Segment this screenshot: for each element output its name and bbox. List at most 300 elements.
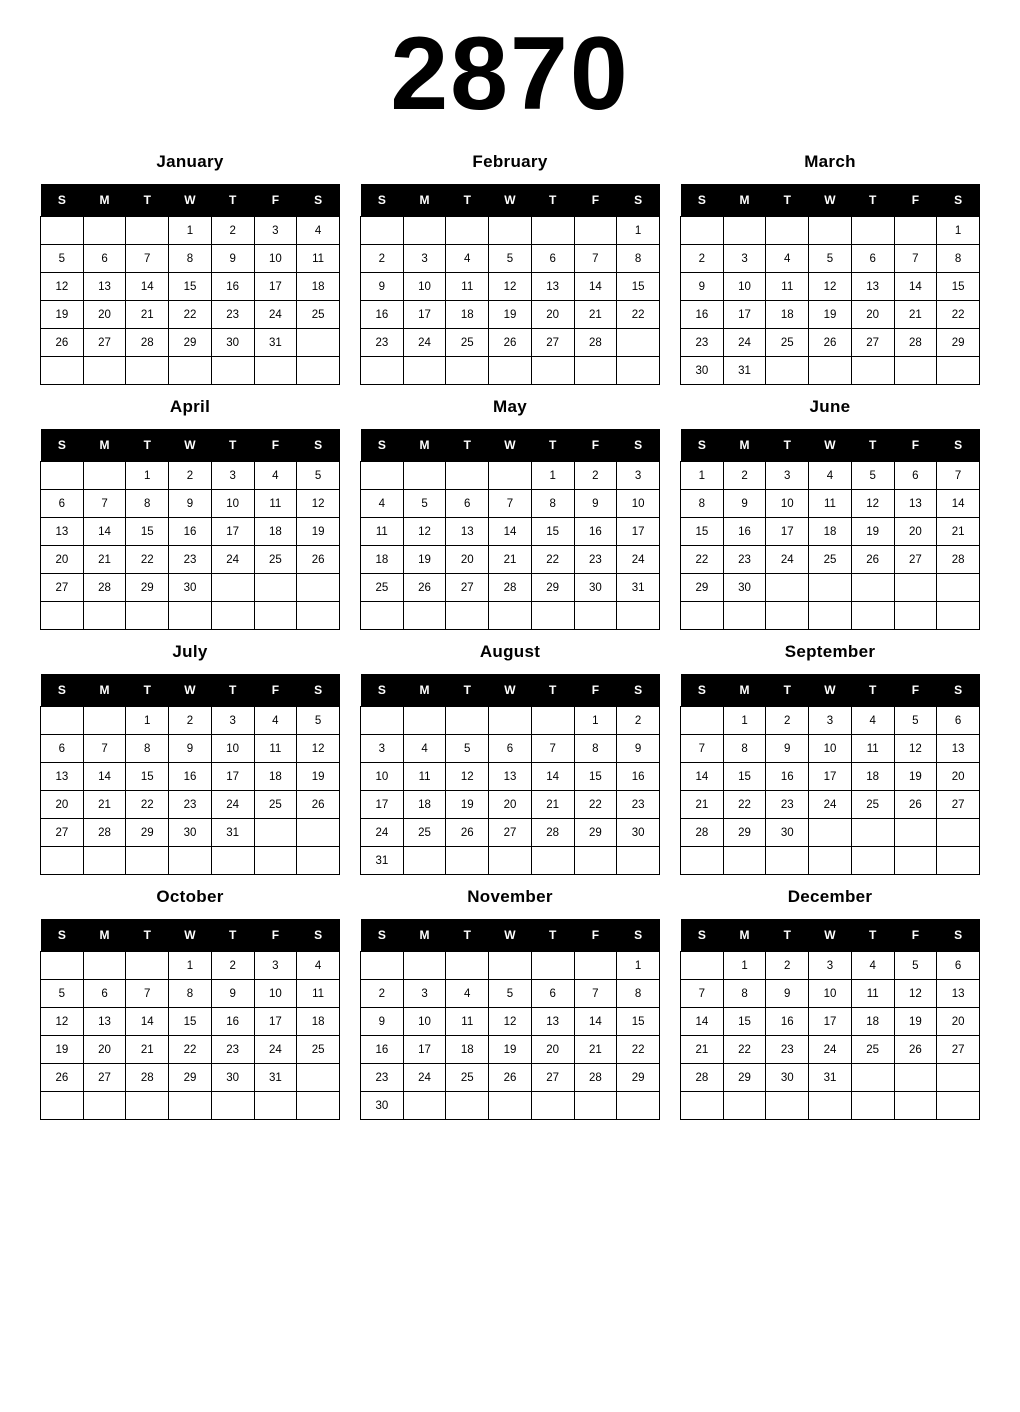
day-cell[interactable]: 20 bbox=[83, 1036, 126, 1064]
day-cell[interactable]: 21 bbox=[126, 1036, 169, 1064]
day-cell[interactable]: 21 bbox=[83, 546, 126, 574]
day-cell[interactable]: 7 bbox=[894, 245, 937, 273]
day-cell[interactable]: 16 bbox=[617, 763, 660, 791]
day-cell[interactable]: 6 bbox=[851, 245, 894, 273]
day-cell[interactable]: 19 bbox=[403, 546, 446, 574]
day-cell[interactable]: 9 bbox=[681, 273, 724, 301]
day-cell[interactable]: 22 bbox=[723, 1036, 766, 1064]
day-cell[interactable]: 25 bbox=[297, 301, 340, 329]
day-cell[interactable]: 7 bbox=[126, 980, 169, 1008]
day-cell[interactable]: 31 bbox=[254, 1064, 297, 1092]
day-cell[interactable]: 4 bbox=[361, 490, 404, 518]
day-cell[interactable]: 16 bbox=[574, 518, 617, 546]
day-cell[interactable]: 15 bbox=[937, 273, 980, 301]
day-cell[interactable]: 18 bbox=[446, 1036, 489, 1064]
day-cell[interactable]: 21 bbox=[681, 1036, 724, 1064]
day-cell[interactable]: 22 bbox=[937, 301, 980, 329]
day-cell[interactable]: 2 bbox=[169, 462, 212, 490]
day-cell[interactable]: 8 bbox=[531, 490, 574, 518]
day-cell[interactable]: 3 bbox=[723, 245, 766, 273]
day-cell[interactable]: 17 bbox=[361, 791, 404, 819]
day-cell[interactable]: 18 bbox=[446, 301, 489, 329]
day-cell[interactable]: 12 bbox=[446, 763, 489, 791]
day-cell[interactable]: 17 bbox=[254, 1008, 297, 1036]
day-cell[interactable]: 31 bbox=[809, 1064, 852, 1092]
day-cell[interactable]: 6 bbox=[83, 980, 126, 1008]
day-cell[interactable]: 26 bbox=[446, 819, 489, 847]
day-cell[interactable]: 13 bbox=[937, 735, 980, 763]
day-cell[interactable]: 19 bbox=[297, 518, 340, 546]
day-cell[interactable]: 3 bbox=[254, 217, 297, 245]
day-cell[interactable]: 31 bbox=[254, 329, 297, 357]
day-cell[interactable]: 15 bbox=[126, 763, 169, 791]
day-cell[interactable]: 26 bbox=[403, 574, 446, 602]
day-cell[interactable]: 15 bbox=[169, 1008, 212, 1036]
day-cell[interactable]: 23 bbox=[617, 791, 660, 819]
day-cell[interactable]: 12 bbox=[809, 273, 852, 301]
day-cell[interactable]: 24 bbox=[723, 329, 766, 357]
day-cell[interactable]: 19 bbox=[809, 301, 852, 329]
day-cell[interactable]: 10 bbox=[361, 763, 404, 791]
day-cell[interactable]: 1 bbox=[574, 707, 617, 735]
day-cell[interactable]: 18 bbox=[254, 763, 297, 791]
day-cell[interactable]: 14 bbox=[937, 490, 980, 518]
day-cell[interactable]: 20 bbox=[531, 1036, 574, 1064]
day-cell[interactable]: 15 bbox=[723, 763, 766, 791]
day-cell[interactable]: 21 bbox=[83, 791, 126, 819]
day-cell[interactable]: 4 bbox=[766, 245, 809, 273]
day-cell[interactable]: 7 bbox=[574, 980, 617, 1008]
day-cell[interactable]: 12 bbox=[41, 1008, 84, 1036]
day-cell[interactable]: 27 bbox=[41, 574, 84, 602]
day-cell[interactable]: 18 bbox=[851, 763, 894, 791]
day-cell[interactable]: 3 bbox=[361, 735, 404, 763]
day-cell[interactable]: 1 bbox=[169, 952, 212, 980]
day-cell[interactable]: 10 bbox=[254, 980, 297, 1008]
day-cell[interactable]: 27 bbox=[531, 1064, 574, 1092]
day-cell[interactable]: 21 bbox=[574, 1036, 617, 1064]
day-cell[interactable]: 23 bbox=[766, 1036, 809, 1064]
day-cell[interactable]: 4 bbox=[851, 952, 894, 980]
day-cell[interactable]: 13 bbox=[531, 273, 574, 301]
day-cell[interactable]: 12 bbox=[41, 273, 84, 301]
day-cell[interactable]: 17 bbox=[809, 1008, 852, 1036]
day-cell[interactable]: 29 bbox=[723, 1064, 766, 1092]
day-cell[interactable]: 29 bbox=[126, 574, 169, 602]
day-cell[interactable]: 2 bbox=[723, 462, 766, 490]
day-cell[interactable]: 9 bbox=[766, 735, 809, 763]
day-cell[interactable]: 13 bbox=[41, 763, 84, 791]
day-cell[interactable]: 2 bbox=[617, 707, 660, 735]
day-cell[interactable]: 28 bbox=[681, 1064, 724, 1092]
day-cell[interactable]: 27 bbox=[83, 1064, 126, 1092]
day-cell[interactable]: 27 bbox=[489, 819, 532, 847]
day-cell[interactable]: 9 bbox=[211, 980, 254, 1008]
day-cell[interactable]: 19 bbox=[41, 301, 84, 329]
day-cell[interactable]: 2 bbox=[169, 707, 212, 735]
day-cell[interactable]: 15 bbox=[723, 1008, 766, 1036]
day-cell[interactable]: 22 bbox=[723, 791, 766, 819]
day-cell[interactable]: 14 bbox=[126, 273, 169, 301]
day-cell[interactable]: 10 bbox=[403, 273, 446, 301]
day-cell[interactable]: 9 bbox=[211, 245, 254, 273]
day-cell[interactable]: 5 bbox=[851, 462, 894, 490]
day-cell[interactable]: 31 bbox=[723, 357, 766, 385]
day-cell[interactable]: 22 bbox=[681, 546, 724, 574]
day-cell[interactable]: 13 bbox=[489, 763, 532, 791]
day-cell[interactable]: 4 bbox=[297, 952, 340, 980]
day-cell[interactable]: 2 bbox=[766, 707, 809, 735]
day-cell[interactable]: 24 bbox=[766, 546, 809, 574]
day-cell[interactable]: 23 bbox=[169, 791, 212, 819]
day-cell[interactable]: 25 bbox=[446, 329, 489, 357]
day-cell[interactable]: 5 bbox=[894, 952, 937, 980]
day-cell[interactable]: 17 bbox=[211, 518, 254, 546]
day-cell[interactable]: 1 bbox=[531, 462, 574, 490]
day-cell[interactable]: 7 bbox=[681, 735, 724, 763]
day-cell[interactable]: 29 bbox=[531, 574, 574, 602]
day-cell[interactable]: 1 bbox=[723, 707, 766, 735]
day-cell[interactable]: 2 bbox=[766, 952, 809, 980]
day-cell[interactable]: 3 bbox=[403, 245, 446, 273]
day-cell[interactable]: 20 bbox=[83, 301, 126, 329]
day-cell[interactable]: 30 bbox=[169, 819, 212, 847]
day-cell[interactable]: 19 bbox=[446, 791, 489, 819]
day-cell[interactable]: 22 bbox=[169, 301, 212, 329]
day-cell[interactable]: 7 bbox=[681, 980, 724, 1008]
day-cell[interactable]: 28 bbox=[489, 574, 532, 602]
day-cell[interactable]: 11 bbox=[446, 1008, 489, 1036]
day-cell[interactable]: 2 bbox=[211, 217, 254, 245]
day-cell[interactable]: 7 bbox=[489, 490, 532, 518]
day-cell[interactable]: 26 bbox=[489, 1064, 532, 1092]
day-cell[interactable]: 16 bbox=[361, 301, 404, 329]
day-cell[interactable]: 23 bbox=[681, 329, 724, 357]
day-cell[interactable]: 24 bbox=[211, 791, 254, 819]
day-cell[interactable]: 31 bbox=[361, 847, 404, 875]
day-cell[interactable]: 24 bbox=[254, 1036, 297, 1064]
day-cell[interactable]: 19 bbox=[489, 301, 532, 329]
day-cell[interactable]: 20 bbox=[446, 546, 489, 574]
day-cell[interactable]: 13 bbox=[83, 273, 126, 301]
day-cell[interactable]: 12 bbox=[297, 735, 340, 763]
day-cell[interactable]: 10 bbox=[211, 735, 254, 763]
day-cell[interactable]: 3 bbox=[809, 707, 852, 735]
day-cell[interactable]: 20 bbox=[41, 546, 84, 574]
day-cell[interactable]: 26 bbox=[894, 791, 937, 819]
day-cell[interactable]: 1 bbox=[723, 952, 766, 980]
day-cell[interactable]: 21 bbox=[126, 301, 169, 329]
day-cell[interactable]: 7 bbox=[83, 490, 126, 518]
day-cell[interactable]: 10 bbox=[211, 490, 254, 518]
day-cell[interactable]: 16 bbox=[211, 1008, 254, 1036]
day-cell[interactable]: 12 bbox=[403, 518, 446, 546]
day-cell[interactable]: 11 bbox=[254, 490, 297, 518]
day-cell[interactable]: 3 bbox=[809, 952, 852, 980]
day-cell[interactable]: 5 bbox=[41, 980, 84, 1008]
day-cell[interactable]: 8 bbox=[723, 735, 766, 763]
day-cell[interactable]: 19 bbox=[489, 1036, 532, 1064]
day-cell[interactable]: 16 bbox=[169, 763, 212, 791]
day-cell[interactable]: 12 bbox=[489, 1008, 532, 1036]
day-cell[interactable]: 14 bbox=[489, 518, 532, 546]
day-cell[interactable]: 23 bbox=[361, 1064, 404, 1092]
day-cell[interactable]: 10 bbox=[809, 735, 852, 763]
day-cell[interactable]: 11 bbox=[254, 735, 297, 763]
day-cell[interactable]: 25 bbox=[809, 546, 852, 574]
day-cell[interactable]: 18 bbox=[297, 273, 340, 301]
day-cell[interactable]: 25 bbox=[766, 329, 809, 357]
day-cell[interactable]: 1 bbox=[937, 217, 980, 245]
day-cell[interactable]: 18 bbox=[766, 301, 809, 329]
day-cell[interactable]: 17 bbox=[617, 518, 660, 546]
day-cell[interactable]: 7 bbox=[83, 735, 126, 763]
day-cell[interactable]: 30 bbox=[169, 574, 212, 602]
day-cell[interactable]: 5 bbox=[403, 490, 446, 518]
day-cell[interactable]: 22 bbox=[617, 1036, 660, 1064]
day-cell[interactable]: 27 bbox=[937, 791, 980, 819]
day-cell[interactable]: 5 bbox=[489, 980, 532, 1008]
day-cell[interactable]: 16 bbox=[211, 273, 254, 301]
day-cell[interactable]: 9 bbox=[766, 980, 809, 1008]
day-cell[interactable]: 29 bbox=[937, 329, 980, 357]
day-cell[interactable]: 30 bbox=[681, 357, 724, 385]
day-cell[interactable]: 26 bbox=[41, 1064, 84, 1092]
day-cell[interactable]: 8 bbox=[169, 980, 212, 1008]
day-cell[interactable]: 29 bbox=[169, 1064, 212, 1092]
day-cell[interactable]: 29 bbox=[574, 819, 617, 847]
day-cell[interactable]: 24 bbox=[254, 301, 297, 329]
day-cell[interactable]: 20 bbox=[531, 301, 574, 329]
day-cell[interactable]: 23 bbox=[723, 546, 766, 574]
day-cell[interactable]: 15 bbox=[617, 273, 660, 301]
day-cell[interactable]: 30 bbox=[211, 1064, 254, 1092]
day-cell[interactable]: 10 bbox=[766, 490, 809, 518]
day-cell[interactable]: 6 bbox=[531, 980, 574, 1008]
day-cell[interactable]: 29 bbox=[617, 1064, 660, 1092]
day-cell[interactable]: 18 bbox=[403, 791, 446, 819]
day-cell[interactable]: 26 bbox=[489, 329, 532, 357]
day-cell[interactable]: 29 bbox=[169, 329, 212, 357]
day-cell[interactable]: 24 bbox=[617, 546, 660, 574]
day-cell[interactable]: 10 bbox=[617, 490, 660, 518]
day-cell[interactable]: 30 bbox=[766, 1064, 809, 1092]
day-cell[interactable]: 9 bbox=[361, 273, 404, 301]
day-cell[interactable]: 4 bbox=[446, 245, 489, 273]
day-cell[interactable]: 15 bbox=[681, 518, 724, 546]
day-cell[interactable]: 25 bbox=[254, 546, 297, 574]
day-cell[interactable]: 22 bbox=[617, 301, 660, 329]
day-cell[interactable]: 30 bbox=[766, 819, 809, 847]
day-cell[interactable]: 24 bbox=[403, 329, 446, 357]
day-cell[interactable]: 9 bbox=[574, 490, 617, 518]
day-cell[interactable]: 14 bbox=[83, 763, 126, 791]
day-cell[interactable]: 3 bbox=[403, 980, 446, 1008]
day-cell[interactable]: 26 bbox=[297, 546, 340, 574]
day-cell[interactable]: 29 bbox=[723, 819, 766, 847]
day-cell[interactable]: 7 bbox=[126, 245, 169, 273]
day-cell[interactable]: 20 bbox=[851, 301, 894, 329]
day-cell[interactable]: 8 bbox=[169, 245, 212, 273]
day-cell[interactable]: 26 bbox=[41, 329, 84, 357]
day-cell[interactable]: 2 bbox=[574, 462, 617, 490]
day-cell[interactable]: 26 bbox=[851, 546, 894, 574]
day-cell[interactable]: 6 bbox=[83, 245, 126, 273]
day-cell[interactable]: 14 bbox=[83, 518, 126, 546]
day-cell[interactable]: 14 bbox=[681, 763, 724, 791]
day-cell[interactable]: 28 bbox=[894, 329, 937, 357]
day-cell[interactable]: 14 bbox=[681, 1008, 724, 1036]
day-cell[interactable]: 21 bbox=[531, 791, 574, 819]
day-cell[interactable]: 24 bbox=[361, 819, 404, 847]
day-cell[interactable]: 28 bbox=[126, 329, 169, 357]
day-cell[interactable]: 5 bbox=[489, 245, 532, 273]
day-cell[interactable]: 13 bbox=[937, 980, 980, 1008]
day-cell[interactable]: 4 bbox=[851, 707, 894, 735]
day-cell[interactable]: 6 bbox=[41, 735, 84, 763]
day-cell[interactable]: 17 bbox=[809, 763, 852, 791]
day-cell[interactable]: 21 bbox=[489, 546, 532, 574]
day-cell[interactable]: 8 bbox=[617, 980, 660, 1008]
day-cell[interactable]: 28 bbox=[83, 574, 126, 602]
day-cell[interactable]: 14 bbox=[531, 763, 574, 791]
day-cell[interactable]: 6 bbox=[446, 490, 489, 518]
day-cell[interactable]: 11 bbox=[403, 763, 446, 791]
day-cell[interactable]: 2 bbox=[361, 245, 404, 273]
day-cell[interactable]: 6 bbox=[531, 245, 574, 273]
day-cell[interactable]: 18 bbox=[361, 546, 404, 574]
day-cell[interactable]: 16 bbox=[766, 763, 809, 791]
day-cell[interactable]: 13 bbox=[41, 518, 84, 546]
day-cell[interactable]: 18 bbox=[851, 1008, 894, 1036]
day-cell[interactable]: 20 bbox=[894, 518, 937, 546]
day-cell[interactable]: 28 bbox=[574, 1064, 617, 1092]
day-cell[interactable]: 3 bbox=[254, 952, 297, 980]
day-cell[interactable]: 24 bbox=[403, 1064, 446, 1092]
day-cell[interactable]: 8 bbox=[723, 980, 766, 1008]
day-cell[interactable]: 12 bbox=[894, 735, 937, 763]
day-cell[interactable]: 17 bbox=[254, 273, 297, 301]
day-cell[interactable]: 5 bbox=[297, 707, 340, 735]
day-cell[interactable]: 3 bbox=[211, 462, 254, 490]
day-cell[interactable]: 13 bbox=[531, 1008, 574, 1036]
day-cell[interactable]: 23 bbox=[211, 301, 254, 329]
day-cell[interactable]: 1 bbox=[617, 952, 660, 980]
day-cell[interactable]: 25 bbox=[403, 819, 446, 847]
day-cell[interactable]: 28 bbox=[574, 329, 617, 357]
day-cell[interactable]: 31 bbox=[211, 819, 254, 847]
day-cell[interactable]: 27 bbox=[446, 574, 489, 602]
day-cell[interactable]: 12 bbox=[851, 490, 894, 518]
day-cell[interactable]: 4 bbox=[809, 462, 852, 490]
day-cell[interactable]: 22 bbox=[531, 546, 574, 574]
day-cell[interactable]: 14 bbox=[894, 273, 937, 301]
day-cell[interactable]: 3 bbox=[766, 462, 809, 490]
day-cell[interactable]: 6 bbox=[41, 490, 84, 518]
day-cell[interactable]: 9 bbox=[169, 490, 212, 518]
day-cell[interactable]: 28 bbox=[83, 819, 126, 847]
day-cell[interactable]: 13 bbox=[83, 1008, 126, 1036]
day-cell[interactable]: 28 bbox=[681, 819, 724, 847]
day-cell[interactable]: 14 bbox=[574, 1008, 617, 1036]
day-cell[interactable]: 22 bbox=[126, 546, 169, 574]
day-cell[interactable]: 18 bbox=[297, 1008, 340, 1036]
day-cell[interactable]: 11 bbox=[446, 273, 489, 301]
day-cell[interactable]: 10 bbox=[723, 273, 766, 301]
day-cell[interactable]: 11 bbox=[809, 490, 852, 518]
day-cell[interactable]: 21 bbox=[681, 791, 724, 819]
day-cell[interactable]: 5 bbox=[446, 735, 489, 763]
day-cell[interactable]: 15 bbox=[169, 273, 212, 301]
day-cell[interactable]: 3 bbox=[211, 707, 254, 735]
day-cell[interactable]: 16 bbox=[766, 1008, 809, 1036]
day-cell[interactable]: 9 bbox=[361, 1008, 404, 1036]
day-cell[interactable]: 17 bbox=[211, 763, 254, 791]
day-cell[interactable]: 16 bbox=[169, 518, 212, 546]
day-cell[interactable]: 11 bbox=[851, 735, 894, 763]
day-cell[interactable]: 4 bbox=[446, 980, 489, 1008]
day-cell[interactable]: 9 bbox=[617, 735, 660, 763]
day-cell[interactable]: 14 bbox=[126, 1008, 169, 1036]
day-cell[interactable]: 6 bbox=[937, 952, 980, 980]
day-cell[interactable]: 9 bbox=[169, 735, 212, 763]
day-cell[interactable]: 30 bbox=[617, 819, 660, 847]
day-cell[interactable]: 8 bbox=[126, 735, 169, 763]
day-cell[interactable]: 24 bbox=[211, 546, 254, 574]
day-cell[interactable]: 20 bbox=[41, 791, 84, 819]
day-cell[interactable]: 11 bbox=[766, 273, 809, 301]
day-cell[interactable]: 2 bbox=[211, 952, 254, 980]
day-cell[interactable]: 8 bbox=[681, 490, 724, 518]
day-cell[interactable]: 17 bbox=[403, 1036, 446, 1064]
day-cell[interactable]: 3 bbox=[617, 462, 660, 490]
day-cell[interactable]: 10 bbox=[403, 1008, 446, 1036]
day-cell[interactable]: 26 bbox=[297, 791, 340, 819]
day-cell[interactable]: 5 bbox=[809, 245, 852, 273]
day-cell[interactable]: 19 bbox=[297, 763, 340, 791]
day-cell[interactable]: 4 bbox=[254, 462, 297, 490]
day-cell[interactable]: 25 bbox=[361, 574, 404, 602]
day-cell[interactable]: 23 bbox=[211, 1036, 254, 1064]
day-cell[interactable]: 30 bbox=[723, 574, 766, 602]
day-cell[interactable]: 5 bbox=[894, 707, 937, 735]
day-cell[interactable]: 25 bbox=[851, 1036, 894, 1064]
day-cell[interactable]: 20 bbox=[489, 791, 532, 819]
day-cell[interactable]: 19 bbox=[851, 518, 894, 546]
day-cell[interactable]: 15 bbox=[126, 518, 169, 546]
day-cell[interactable]: 21 bbox=[574, 301, 617, 329]
day-cell[interactable]: 7 bbox=[937, 462, 980, 490]
day-cell[interactable]: 27 bbox=[894, 546, 937, 574]
day-cell[interactable]: 19 bbox=[894, 1008, 937, 1036]
day-cell[interactable]: 26 bbox=[894, 1036, 937, 1064]
day-cell[interactable]: 19 bbox=[41, 1036, 84, 1064]
day-cell[interactable]: 27 bbox=[851, 329, 894, 357]
day-cell[interactable]: 11 bbox=[361, 518, 404, 546]
day-cell[interactable]: 8 bbox=[937, 245, 980, 273]
day-cell[interactable]: 4 bbox=[254, 707, 297, 735]
day-cell[interactable]: 13 bbox=[894, 490, 937, 518]
day-cell[interactable]: 30 bbox=[211, 329, 254, 357]
day-cell[interactable]: 4 bbox=[297, 217, 340, 245]
day-cell[interactable]: 14 bbox=[574, 273, 617, 301]
day-cell[interactable]: 20 bbox=[937, 1008, 980, 1036]
day-cell[interactable]: 22 bbox=[574, 791, 617, 819]
day-cell[interactable]: 13 bbox=[446, 518, 489, 546]
day-cell[interactable]: 8 bbox=[574, 735, 617, 763]
day-cell[interactable]: 22 bbox=[169, 1036, 212, 1064]
day-cell[interactable]: 17 bbox=[766, 518, 809, 546]
